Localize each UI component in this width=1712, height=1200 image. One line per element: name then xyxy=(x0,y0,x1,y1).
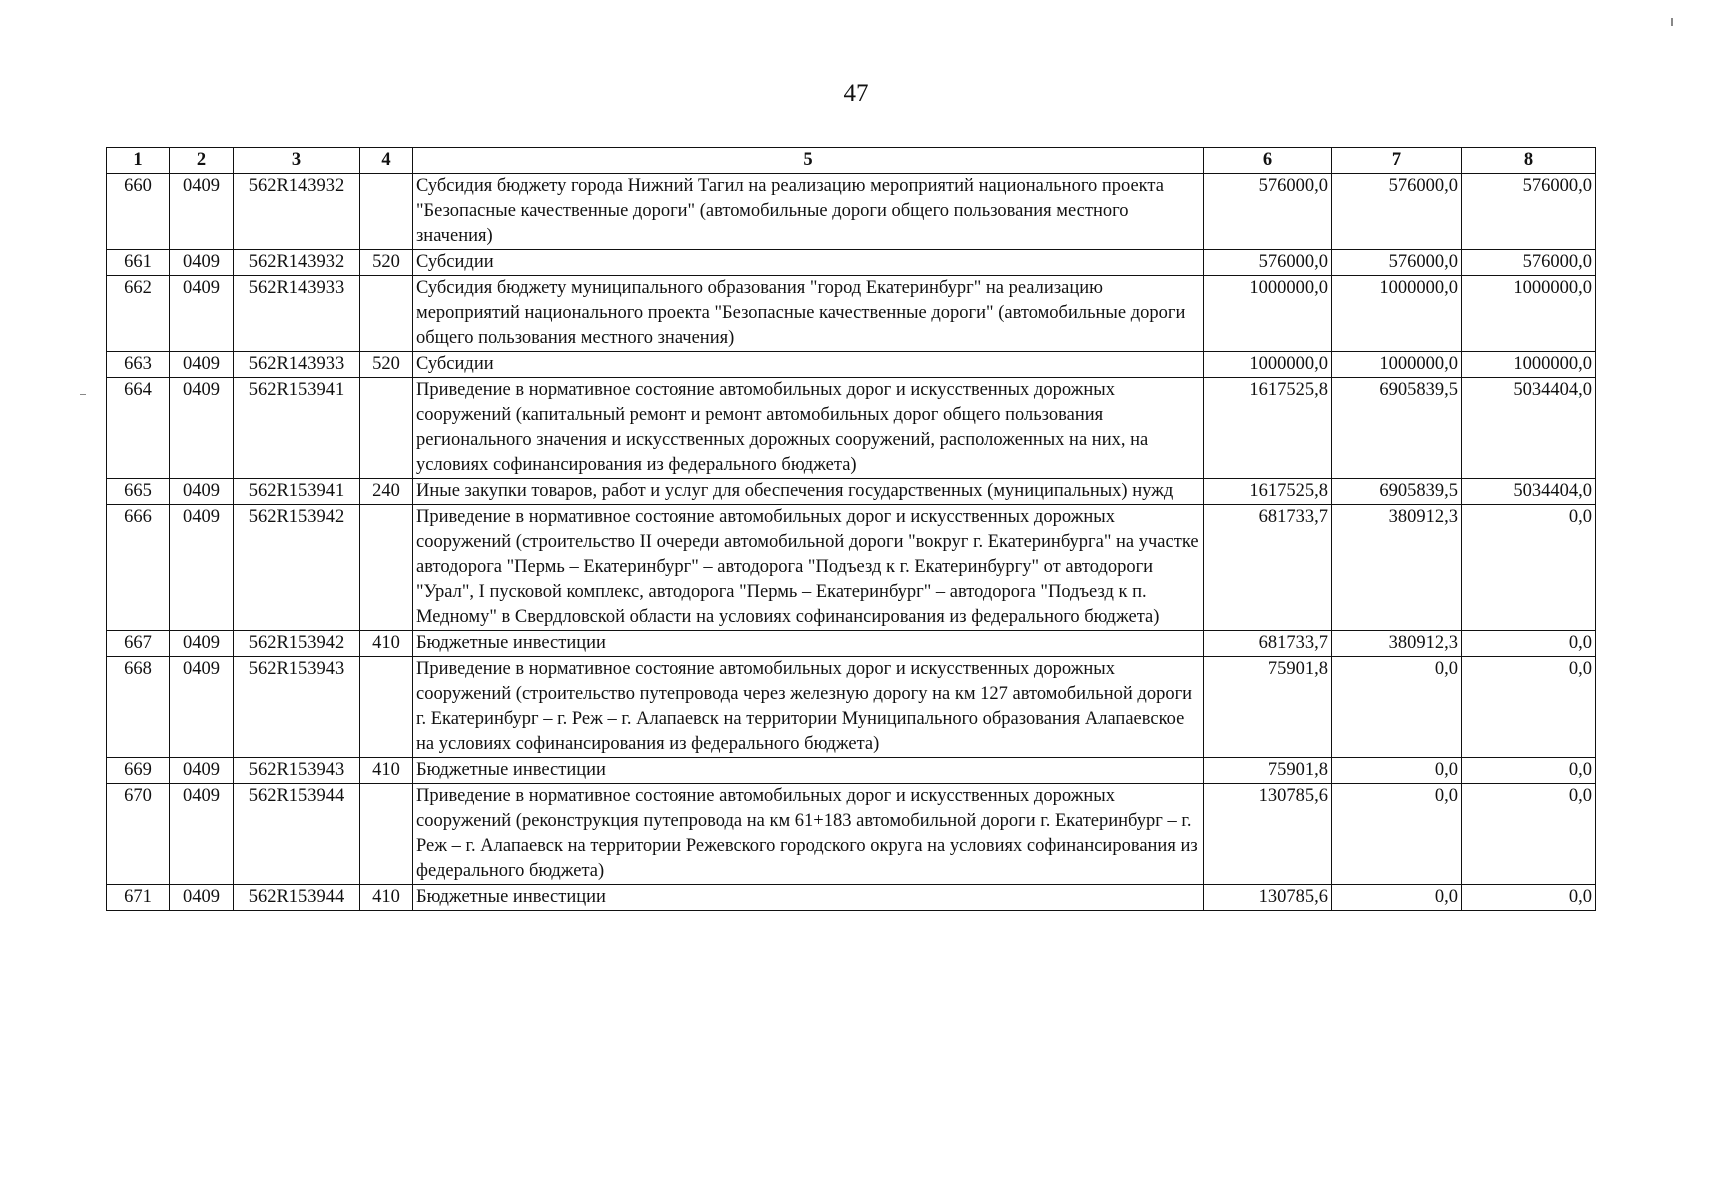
row-number: 666 xyxy=(107,505,170,631)
expense-type xyxy=(360,174,413,250)
amount-col-7: 0,0 xyxy=(1332,657,1462,758)
target-code: 562R153943 xyxy=(234,657,360,758)
amount-col-6: 1617525,8 xyxy=(1204,479,1332,505)
section-code: 0409 xyxy=(170,479,234,505)
amount-col-7: 1000000,0 xyxy=(1332,276,1462,352)
row-number: 669 xyxy=(107,758,170,784)
scan-mark-left xyxy=(80,394,86,395)
item-name: Бюджетные инвестиции xyxy=(413,631,1204,657)
table-row xyxy=(107,758,1596,784)
target-code: 562R153941 xyxy=(234,378,360,479)
amount-col-7: 1000000,0 xyxy=(1332,352,1462,378)
scan-mark-top-right xyxy=(1671,18,1673,26)
amount-col-8: 0,0 xyxy=(1462,505,1596,631)
amount-col-6: 1000000,0 xyxy=(1204,276,1332,352)
budget-table xyxy=(106,147,1596,911)
item-name: Субсидии xyxy=(413,352,1204,378)
amount-col-7: 0,0 xyxy=(1332,784,1462,885)
amount-col-6: 576000,0 xyxy=(1204,174,1332,250)
section-code: 0409 xyxy=(170,784,234,885)
table-row xyxy=(107,250,1596,276)
amount-col-8: 576000,0 xyxy=(1462,174,1596,250)
table-row xyxy=(107,378,1596,479)
header-col-6: 6 xyxy=(1204,148,1332,174)
target-code: 562R153944 xyxy=(234,885,360,911)
item-name: Приведение в нормативное состояние автомобильных дорог и искусственных дорожных сооружений (строительство путепровода через железную дорогу на км 127 автомобильной дороги г. Екатеринбург – г. Реж – г. Алапаевск на территории Муниципального образования Алапаевское на условиях софинансирования из федерального бюджета) xyxy=(413,657,1204,758)
table-row xyxy=(107,479,1596,505)
expense-type: 410 xyxy=(360,758,413,784)
amount-col-8: 0,0 xyxy=(1462,885,1596,911)
amount-col-6: 1617525,8 xyxy=(1204,378,1332,479)
row-number: 664 xyxy=(107,378,170,479)
section-code: 0409 xyxy=(170,250,234,276)
item-name: Субсидия бюджету города Нижний Тагил на реализацию мероприятий национального проекта "Безопасные качественные дороги" (автомобильные дороги общего пользования местного значения) xyxy=(413,174,1204,250)
amount-col-7: 576000,0 xyxy=(1332,174,1462,250)
item-name: Приведение в нормативное состояние автомобильных дорог и искусственных дорожных сооружений (капитальный ремонт и ремонт автомобильных дорог общего пользования регионального значения и искусственных дорожных сооружений, расположенных на них, на условиях софинансирования из федерального бюджета) xyxy=(413,378,1204,479)
expense-type xyxy=(360,378,413,479)
item-name: Приведение в нормативное состояние автомобильных дорог и искусственных дорожных сооружений (реконструкция путепровода на км 61+183 автомобильной дороги г. Екатеринбург – г. Реж – г. Алапаевск на территории Режевского городского округа на условиях софинансирования из федерального бюджета) xyxy=(413,784,1204,885)
amount-col-7: 380912,3 xyxy=(1332,505,1462,631)
row-number: 671 xyxy=(107,885,170,911)
row-number: 670 xyxy=(107,784,170,885)
amount-col-8: 5034404,0 xyxy=(1462,479,1596,505)
header-row xyxy=(107,148,1596,174)
expense-type: 410 xyxy=(360,885,413,911)
table-row xyxy=(107,784,1596,885)
amount-col-6: 130785,6 xyxy=(1204,784,1332,885)
header-col-1: 1 xyxy=(107,148,170,174)
target-code: 562R143932 xyxy=(234,250,360,276)
table-row xyxy=(107,352,1596,378)
item-name: Бюджетные инвестиции xyxy=(413,758,1204,784)
amount-col-8: 0,0 xyxy=(1462,758,1596,784)
expense-type xyxy=(360,276,413,352)
target-code: 562R143933 xyxy=(234,276,360,352)
expense-type: 520 xyxy=(360,352,413,378)
target-code: 562R153941 xyxy=(234,479,360,505)
table-row xyxy=(107,657,1596,758)
amount-col-8: 1000000,0 xyxy=(1462,276,1596,352)
amount-col-6: 75901,8 xyxy=(1204,758,1332,784)
table-row xyxy=(107,276,1596,352)
amount-col-6: 1000000,0 xyxy=(1204,352,1332,378)
section-code: 0409 xyxy=(170,758,234,784)
row-number: 663 xyxy=(107,352,170,378)
row-number: 660 xyxy=(107,174,170,250)
expense-type xyxy=(360,505,413,631)
row-number: 665 xyxy=(107,479,170,505)
row-number: 662 xyxy=(107,276,170,352)
row-number: 661 xyxy=(107,250,170,276)
amount-col-8: 576000,0 xyxy=(1462,250,1596,276)
item-name: Иные закупки товаров, работ и услуг для обеспечения государственных (муниципальных) нужд xyxy=(413,479,1204,505)
amount-col-8: 1000000,0 xyxy=(1462,352,1596,378)
amount-col-6: 576000,0 xyxy=(1204,250,1332,276)
amount-col-6: 75901,8 xyxy=(1204,657,1332,758)
target-code: 562R143933 xyxy=(234,352,360,378)
section-code: 0409 xyxy=(170,885,234,911)
target-code: 562R153942 xyxy=(234,631,360,657)
table-row xyxy=(107,174,1596,250)
header-col-4: 4 xyxy=(360,148,413,174)
section-code: 0409 xyxy=(170,505,234,631)
amount-col-7: 380912,3 xyxy=(1332,631,1462,657)
item-name: Субсидия бюджету муниципального образования "город Екатеринбург" на реализацию мероприятий национального проекта "Безопасные качественные дороги" (автомобильные дороги общего пользования местного значения) xyxy=(413,276,1204,352)
amount-col-7: 6905839,5 xyxy=(1332,479,1462,505)
amount-col-6: 681733,7 xyxy=(1204,505,1332,631)
section-code: 0409 xyxy=(170,378,234,479)
row-number: 667 xyxy=(107,631,170,657)
item-name: Приведение в нормативное состояние автомобильных дорог и искусственных дорожных сооружений (строительство II очереди автомобильной дороги "вокруг г. Екатеринбурга" на участке автодорога "Пермь – Екатеринбург" – автодорога "Подъезд к г. Екатеринбургу" от автодороги "Урал", I пусковой комплекс, автодорога "Пермь – Екатеринбург" – автодорога "Подъезд к п. Медному" в Свердловской области на условиях софинансирования из федерального бюджета) xyxy=(413,505,1204,631)
header-col-5: 5 xyxy=(413,148,1204,174)
expense-type: 240 xyxy=(360,479,413,505)
item-name: Субсидии xyxy=(413,250,1204,276)
amount-col-7: 576000,0 xyxy=(1332,250,1462,276)
section-code: 0409 xyxy=(170,174,234,250)
header-col-3: 3 xyxy=(234,148,360,174)
table-row xyxy=(107,631,1596,657)
target-code: 562R153943 xyxy=(234,758,360,784)
section-code: 0409 xyxy=(170,276,234,352)
target-code: 562R143932 xyxy=(234,174,360,250)
expense-type: 410 xyxy=(360,631,413,657)
page-number: 47 xyxy=(843,80,869,107)
section-code: 0409 xyxy=(170,352,234,378)
target-code: 562R153944 xyxy=(234,784,360,885)
item-name: Бюджетные инвестиции xyxy=(413,885,1204,911)
expense-type xyxy=(360,784,413,885)
header-col-7: 7 xyxy=(1332,148,1462,174)
table-row xyxy=(107,505,1596,631)
target-code: 562R153942 xyxy=(234,505,360,631)
section-code: 0409 xyxy=(170,631,234,657)
row-number: 668 xyxy=(107,657,170,758)
amount-col-8: 0,0 xyxy=(1462,631,1596,657)
amount-col-6: 130785,6 xyxy=(1204,885,1332,911)
header-col-2: 2 xyxy=(170,148,234,174)
amount-col-7: 0,0 xyxy=(1332,758,1462,784)
amount-col-8: 5034404,0 xyxy=(1462,378,1596,479)
amount-col-8: 0,0 xyxy=(1462,657,1596,758)
amount-col-7: 0,0 xyxy=(1332,885,1462,911)
table-row xyxy=(107,885,1596,911)
section-code: 0409 xyxy=(170,657,234,758)
header-col-8: 8 xyxy=(1462,148,1596,174)
amount-col-6: 681733,7 xyxy=(1204,631,1332,657)
expense-type xyxy=(360,657,413,758)
expense-type: 520 xyxy=(360,250,413,276)
amount-col-8: 0,0 xyxy=(1462,784,1596,885)
amount-col-7: 6905839,5 xyxy=(1332,378,1462,479)
